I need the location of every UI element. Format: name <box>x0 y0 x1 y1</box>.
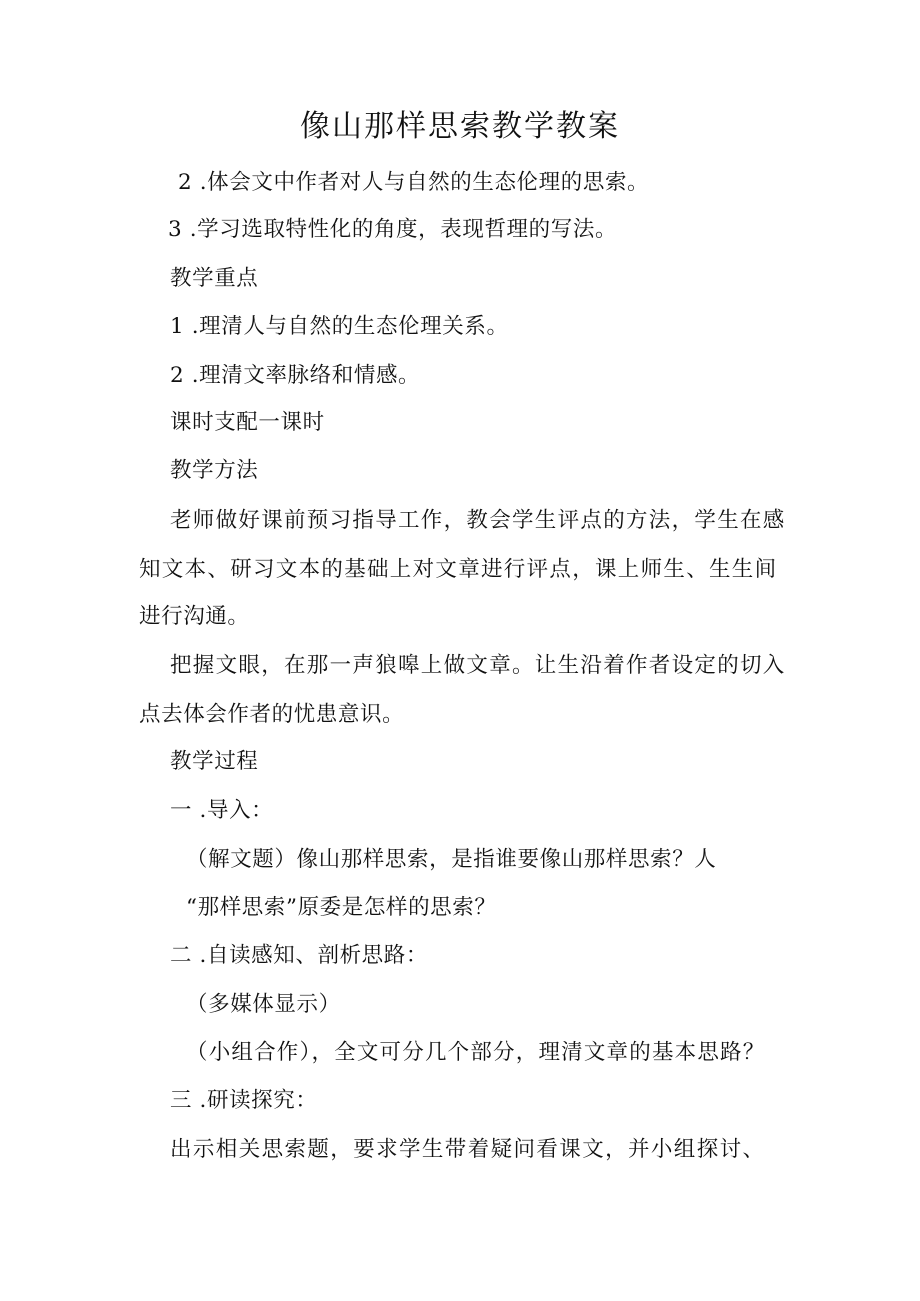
step-1-heading: 一 .导入： <box>170 798 274 823</box>
heading-key-points: 教学重点 <box>170 266 259 291</box>
step-2-note: （多媒体显示） <box>186 992 341 1017</box>
focus-paragraph-line-1: 把握文眼，在那一声狼嗥上做文章。让生沿着作者设定的切入 <box>170 653 786 678</box>
step-1-text-line-2: “那样思索”原委是怎样的思索？ <box>186 895 497 920</box>
step-1-text-line-1: （解文题）像山那样思索，是指谁要像山那样思索？人 <box>186 847 717 872</box>
document-title: 像山那样思索教学教案 <box>300 109 620 144</box>
key-point-2: 2 .理清文率脉络和情感。 <box>170 363 421 388</box>
step-2-heading: 二 .自读感知、剖析思路： <box>170 943 428 968</box>
objective-2: 2 .体会文中作者对人与自然的生态伦理的思索。 <box>178 170 650 195</box>
method-paragraph-line-2: 知文本、研习文本的基础上对文章进行评点，课上师生、生生间 <box>139 557 778 582</box>
objective-3: 3 .学习选取特性化的角度，表现哲理的写法。 <box>168 217 618 242</box>
focus-paragraph-line-2: 点去体会作者的忧患意识。 <box>139 702 405 727</box>
step-2-text: （小组合作），全文可分几个部分，理清文章的基本思路？ <box>186 1040 766 1065</box>
step-3-heading: 三 .研读探究： <box>170 1088 318 1113</box>
class-hours: 课时支配一课时 <box>170 410 325 435</box>
heading-process: 教学过程 <box>170 749 259 774</box>
heading-method: 教学方法 <box>170 458 259 483</box>
method-paragraph-line-3: 进行沟通。 <box>139 604 250 629</box>
key-point-1: 1 .理清人与自然的生态伦理关系。 <box>170 314 509 339</box>
step-3-text: 出示相关思索题，要求学生带着疑问看课文，并小组探讨、 <box>170 1137 766 1162</box>
method-paragraph-line-1: 老师做好课前预习指导工作，教会学生评点的方法，学生在感 <box>170 508 786 533</box>
